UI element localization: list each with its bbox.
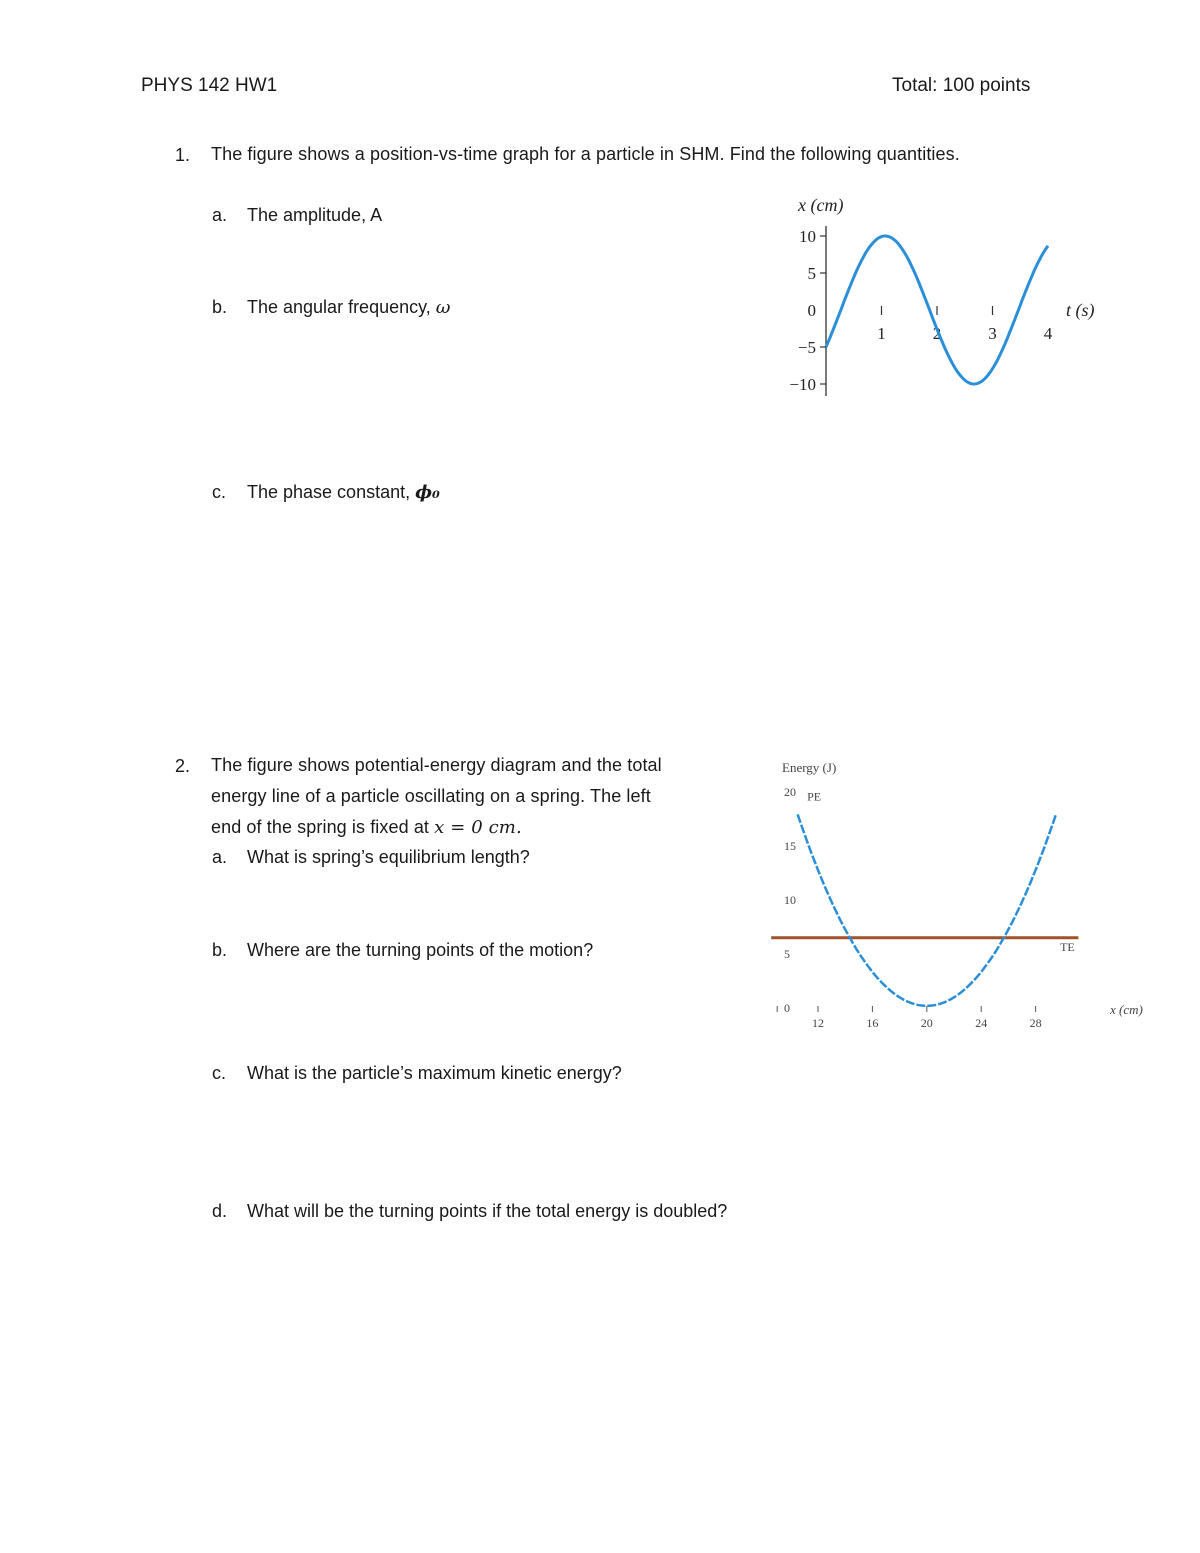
q2a-text: What is spring’s equilibrium length? xyxy=(247,847,530,867)
y-tick-label: −5 xyxy=(797,338,816,357)
q2-text xyxy=(211,750,771,843)
q2-line-3 xyxy=(211,812,771,843)
x-axis-label: t (s) xyxy=(1066,300,1095,320)
y-tick-label: 10 xyxy=(799,227,816,246)
q2-line-2: energy line of a particle oscillating on a spring. The left xyxy=(211,786,651,806)
q2a-letter: a. xyxy=(212,847,228,867)
q2-line-3-text: end of the spring is fixed at xyxy=(211,817,435,837)
y-tick-label: 5 xyxy=(807,264,816,283)
potential-energy-curve xyxy=(798,814,1056,1006)
x-tick-label: 24 xyxy=(975,1016,988,1030)
q1c-label: The phase constant, xyxy=(247,482,416,502)
q1b-label: The angular frequency, xyxy=(247,297,436,317)
y-tick-label: 5 xyxy=(784,947,790,961)
x-axis-label: x (cm) xyxy=(1110,1002,1143,1017)
q1-text: The figure shows a position-vs-time graph for a particle in SHM. Find the following quantities. xyxy=(211,144,960,164)
y-tick-label: 10 xyxy=(784,893,796,907)
x-tick-label: 1 xyxy=(877,324,886,343)
y-axis-label: Energy (J) xyxy=(782,760,837,775)
q2c-letter: c. xyxy=(212,1063,227,1083)
course-title: PHYS 142 HW1 xyxy=(141,75,278,96)
q2d-letter: d. xyxy=(212,1201,228,1221)
x-tick-label: 2 xyxy=(932,324,942,343)
omega-symbol: ω xyxy=(435,297,451,318)
q1a-letter: a. xyxy=(212,205,228,225)
x-tick-label: 3 xyxy=(988,324,997,343)
y-tick-label: −10 xyxy=(789,375,816,394)
phi-symbol: ϕ₀ xyxy=(415,482,440,503)
y-tick-label: 15 xyxy=(784,839,796,853)
q2b-text: Where are the turning points of the motion? xyxy=(247,940,594,960)
x-tick-label: 16 xyxy=(866,1016,879,1030)
q2-number: 2. xyxy=(175,756,191,776)
x-tick-label: 20 xyxy=(920,1016,933,1030)
q2d-text: What will be the turning points if the total energy is doubled? xyxy=(247,1201,728,1221)
x-tick-label: 12 xyxy=(812,1016,824,1030)
q1-number: 1. xyxy=(175,145,191,165)
energy-diagram xyxy=(770,750,1170,1050)
q1b-text xyxy=(247,297,450,318)
q1c-text xyxy=(247,482,440,503)
y-axis-label: x (cm) xyxy=(798,195,844,215)
y-tick-label: 0 xyxy=(784,1001,790,1015)
q2-line-1: The figure shows potential-energy diagram and the total xyxy=(211,755,662,775)
q1a-text: The amplitude, A xyxy=(247,205,383,225)
q2b-letter: b. xyxy=(212,940,228,960)
q1b-letter: b. xyxy=(212,297,228,317)
x-tick-label: 28 xyxy=(1029,1016,1042,1030)
te-label: TE xyxy=(1060,939,1075,954)
x-tick-label: 4 xyxy=(1043,324,1053,343)
pe-label: PE xyxy=(807,789,822,804)
q2c-text: What is the particle’s maximum kinetic energy? xyxy=(247,1063,622,1083)
position-time-graph xyxy=(770,190,1130,410)
q2-position-math: x = 0 cm. xyxy=(434,817,522,838)
y-tick-label: 0 xyxy=(807,301,816,320)
y-tick-label: 20 xyxy=(784,785,796,799)
total-points: Total: 100 points xyxy=(892,75,1031,96)
q1c-letter: c. xyxy=(212,482,227,502)
